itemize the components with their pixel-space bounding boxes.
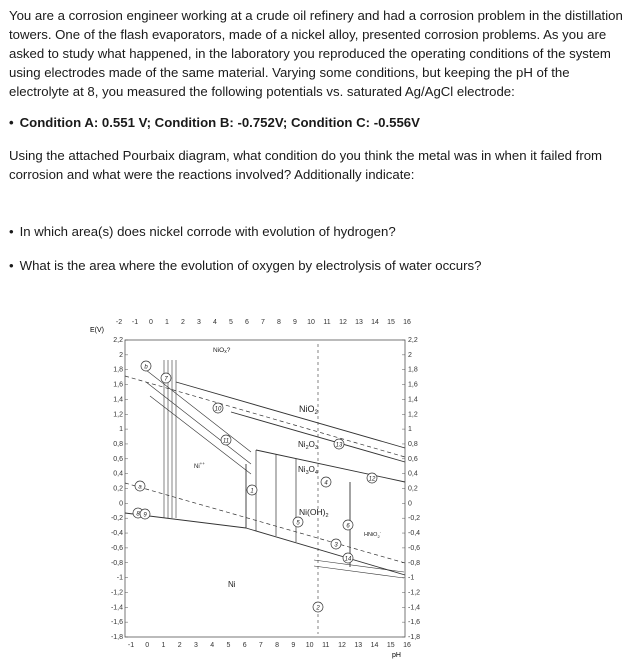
left-tick-label: 1	[119, 426, 123, 434]
top-tick-label: -2	[115, 319, 123, 326]
bullet-glyph: •	[9, 115, 14, 130]
conditions-text: Condition A: 0.551 V; Condition B: -0.752V; Condition C: -0.556V	[19, 115, 420, 130]
conditions-line	[9, 113, 631, 132]
bottom-tick-label: 7	[258, 642, 263, 649]
left-tick-label: -1,8	[110, 634, 123, 641]
top-tick-label: 2	[181, 319, 185, 326]
right-tick-label: 2,2	[408, 337, 418, 344]
bullet-oxygen	[9, 256, 631, 275]
bottom-tick-label: 2	[177, 642, 182, 649]
right-tick-label: 1,4	[408, 396, 418, 404]
region-nio-uncertain: NiOx?	[213, 347, 231, 355]
right-tick-label: -1,4	[408, 604, 421, 612]
line-marker-label: 11	[222, 438, 230, 445]
right-tick-label: -1,6	[408, 619, 421, 627]
line-marker-label: 8	[136, 511, 140, 518]
left-tick-label: 1,8	[113, 366, 123, 374]
bottom-tick-label: 9	[291, 642, 296, 649]
line-marker-label: b	[144, 364, 148, 371]
left-tick-label: 1,4	[113, 396, 123, 404]
bottom-tick-label: 6	[242, 642, 247, 649]
right-tick-label: -0,4	[408, 530, 421, 538]
region-nioh2: $Ni(OH)_2$	[299, 507, 329, 519]
right-tick-label: -0,8	[408, 559, 421, 567]
question-task: Using the attached Pourbaix diagram, what condition do you think the metal was in when it failed from corrosion and what were the reactions involved? Additionally indicate:	[9, 148, 603, 182]
line-marker-label: 9	[143, 512, 147, 519]
y-axis-title: E(V)	[90, 327, 104, 334]
top-tick-label: 1	[165, 319, 169, 326]
region-ni2o3: $Ni_2O_3$	[298, 440, 318, 451]
bullet-glyph: •	[9, 224, 14, 239]
line-marker-label: 5	[296, 520, 300, 527]
top-tick-label: -1	[131, 319, 139, 326]
top-tick-label: 15	[387, 319, 395, 326]
bottom-tick-label: -1	[127, 642, 135, 649]
bottom-tick-label: 13	[354, 642, 363, 649]
right-tick-label: 0	[408, 500, 412, 508]
x-axis-title: pH	[392, 652, 401, 659]
bottom-tick-label: 14	[370, 642, 379, 649]
right-tick-label: 1,8	[408, 366, 418, 374]
bottom-tick-label: 12	[338, 642, 346, 649]
bullet-oxygen-text: What is the area where the evolution of oxygen by electrolysis of water occurs?	[19, 258, 482, 273]
right-tick-label: -0,2	[408, 515, 421, 523]
right-tick-label: -1,2	[408, 589, 421, 597]
left-tick-label: 0,2	[113, 485, 123, 493]
top-tick-label: 8	[277, 319, 281, 326]
left-tick-label: 0	[119, 500, 123, 508]
bottom-tick-label: 5	[226, 642, 231, 649]
line-marker-label: 6	[346, 523, 350, 530]
pourbaix-diagram	[86, 300, 421, 664]
line-marker-label: 10	[214, 406, 222, 413]
right-tick-label: 0,4	[408, 470, 418, 478]
right-tick-label: 1,6	[408, 381, 418, 389]
bottom-tick-label: 4	[210, 642, 215, 649]
right-tick-label: 0,2	[408, 485, 418, 493]
region-ni: Ni	[228, 580, 236, 589]
top-tick-label: 9	[293, 319, 297, 326]
line-marker-label: 1	[250, 488, 254, 495]
region-nio2: NiO$_2$	[299, 404, 318, 416]
bottom-tick-label: 1	[161, 642, 166, 649]
top-tick-label: 7	[261, 319, 265, 326]
left-tick-label: -0,2	[110, 515, 123, 523]
right-tick-label: 2	[408, 351, 412, 359]
top-tick-label: 3	[197, 319, 201, 326]
bullet-hydrogen-text: In which area(s) does nickel corrode with evolution of hydrogen?	[19, 224, 396, 239]
top-tick-label: 0	[149, 319, 153, 326]
bottom-tick-label: 11	[322, 642, 330, 649]
left-tick-label: 1,6	[113, 381, 123, 389]
left-tick-label: 2,2	[113, 337, 123, 344]
line-marker-label: 13	[335, 442, 343, 449]
left-tick-label: 2	[119, 351, 123, 359]
left-tick-label: 0,6	[113, 455, 123, 463]
region-ni3o4: $Ni_3O_4$	[298, 465, 318, 476]
left-tick-label: -1	[116, 574, 123, 582]
line-marker-label: a	[138, 484, 142, 491]
region-ni-ion: Ni++	[194, 461, 205, 470]
top-tick-label: 11	[323, 319, 331, 326]
bottom-tick-label: 16	[403, 642, 411, 649]
bottom-tick-label: 10	[305, 642, 314, 649]
left-tick-label: 1,2	[113, 411, 123, 419]
line-marker-label: 7	[164, 376, 168, 383]
bottom-tick-label: 0	[145, 642, 150, 649]
top-tick-label: 5	[229, 319, 233, 326]
line-marker-label: 4	[324, 480, 328, 487]
top-tick-label: 10	[307, 319, 315, 326]
left-tick-label: -1,4	[110, 604, 123, 612]
bullet-glyph: •	[9, 258, 14, 273]
question-intro: You are a corrosion engineer working at a crude oil refinery and had a corrosion problem in the distillation towers. One of the flash evaporators, made of a nickel alloy, presented corrosion problems. As you are asked to study what happened, in the laboratory you reproduced the operating conditions of the system using electrodes made of the same material. Varying some conditions, but keeping the pH of the electrolyte at 8, you measured the following potentials vs. saturated Ag/AgCl electrode:	[9, 8, 623, 99]
bottom-tick-label: 3	[193, 642, 198, 649]
top-tick-label: 13	[355, 319, 363, 326]
line-marker-label: 14	[344, 556, 352, 563]
line-marker-label: 12	[368, 476, 376, 483]
right-tick-label: -1	[408, 574, 415, 582]
line-marker-label: 3	[334, 542, 338, 549]
top-tick-label: 14	[371, 319, 379, 326]
right-tick-label: 0,6	[408, 455, 418, 463]
right-tick-label: -1,8	[408, 634, 421, 641]
top-tick-label: 6	[245, 319, 249, 326]
top-tick-label: 16	[403, 319, 411, 326]
top-tick-label: 4	[213, 319, 217, 326]
line-marker-label: 2	[316, 605, 320, 612]
top-tick-label: 12	[339, 319, 347, 326]
right-tick-label: 1	[408, 426, 412, 434]
left-tick-label: -1,2	[110, 589, 123, 597]
left-tick-label: -0,8	[110, 559, 123, 567]
left-tick-label: 0,8	[113, 440, 123, 448]
left-tick-label: 0,4	[113, 470, 123, 478]
right-tick-label: 1,2	[408, 411, 418, 419]
bottom-tick-label: 8	[275, 642, 280, 649]
left-tick-label: -0,4	[110, 530, 123, 538]
right-tick-label: 0,8	[408, 440, 418, 448]
bullet-hydrogen	[9, 222, 631, 241]
left-tick-label: -1,6	[110, 619, 123, 627]
region-hnio2: HNiO$_2$-	[364, 529, 382, 539]
left-tick-label: -0,6	[110, 544, 123, 552]
bottom-tick-label: 15	[386, 642, 395, 649]
right-tick-label: -0,6	[408, 544, 421, 552]
